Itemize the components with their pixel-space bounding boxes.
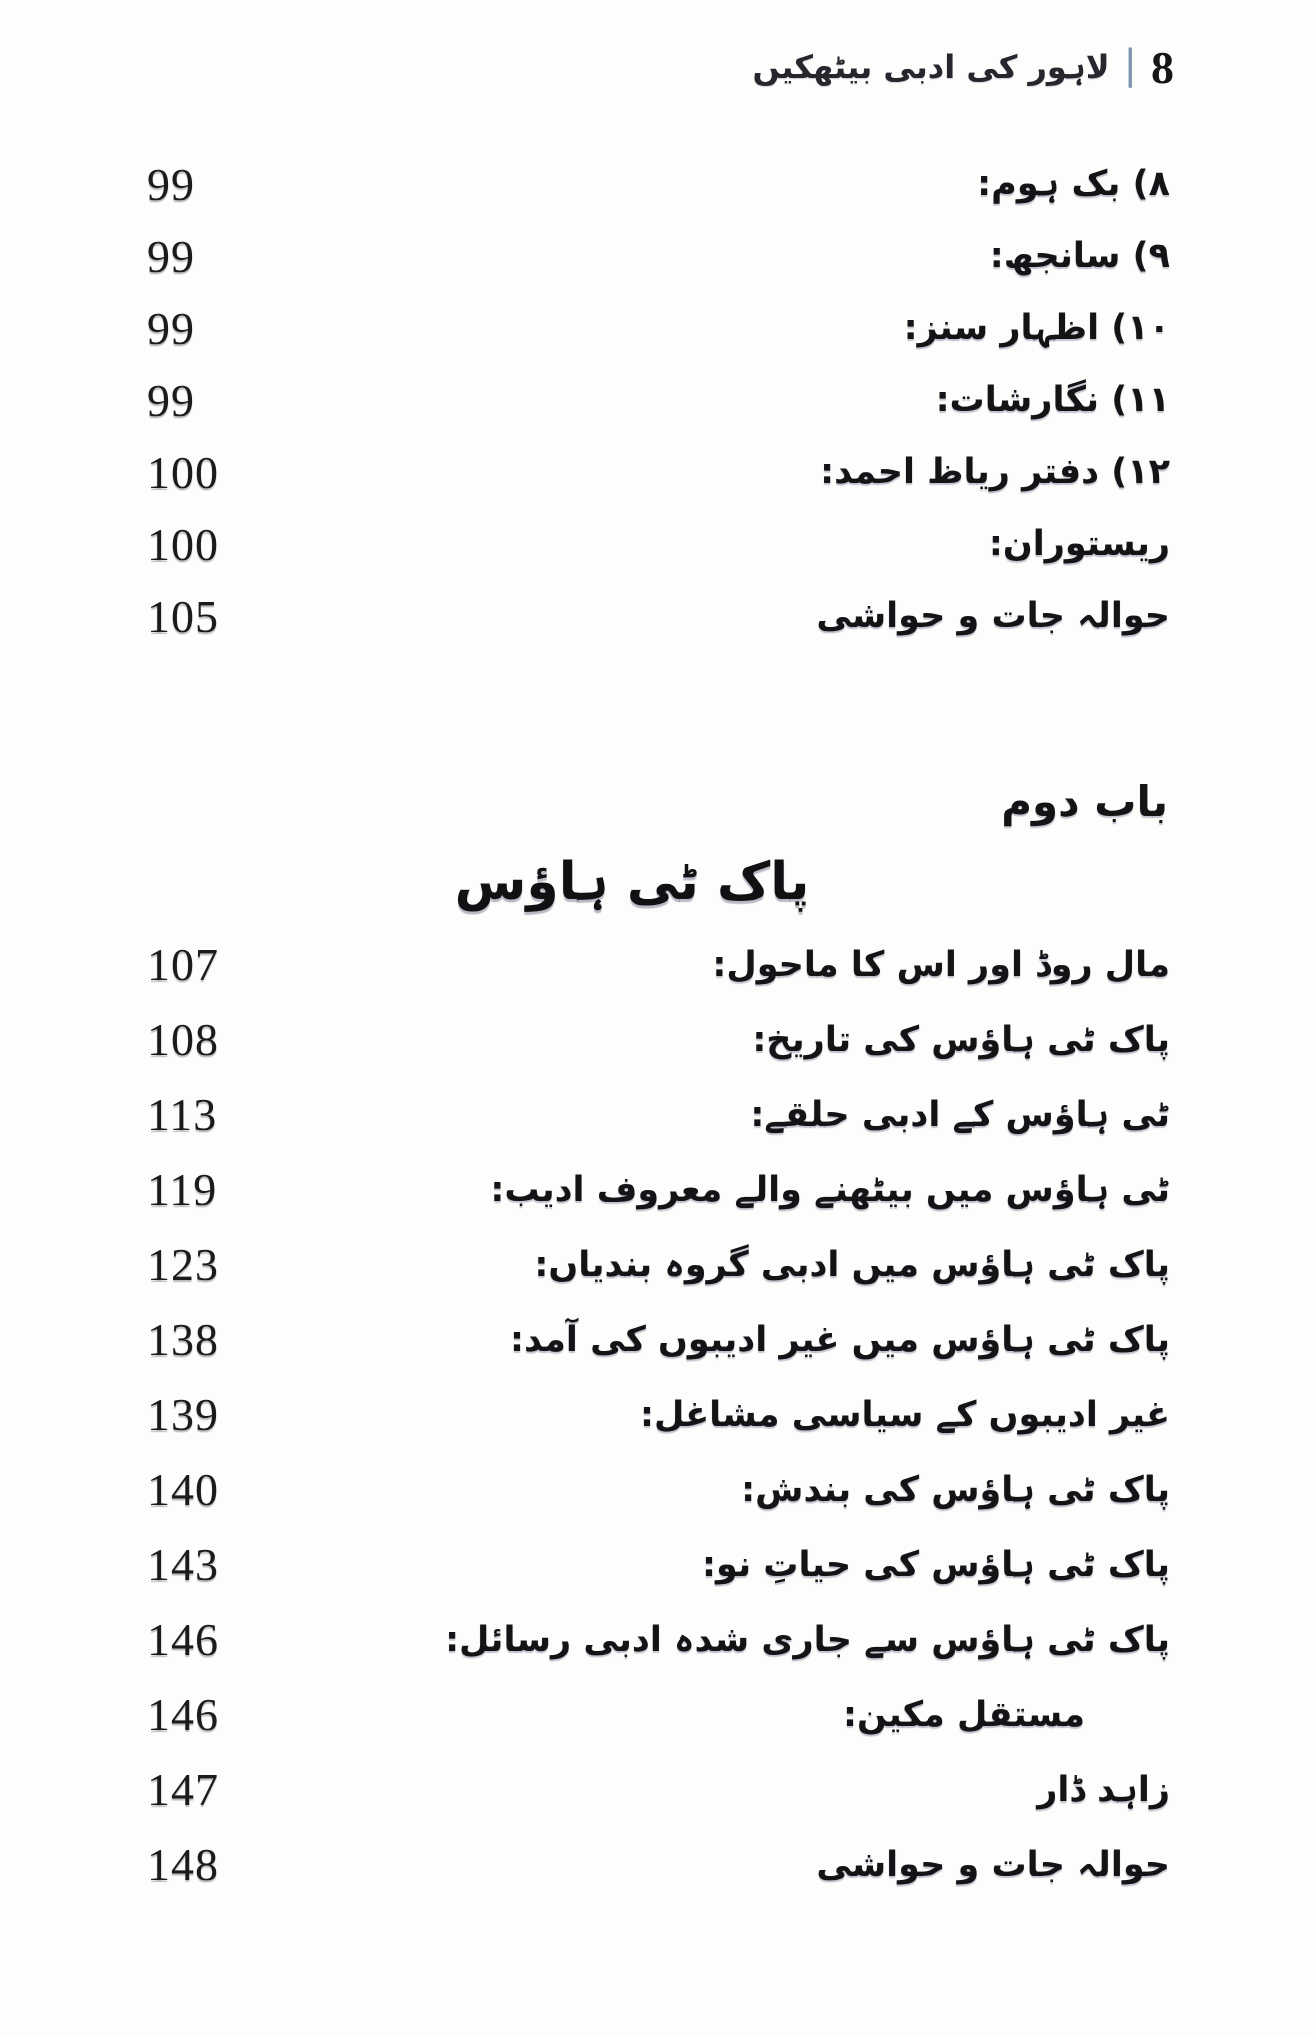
- toc-entry-page-number: 119: [147, 1164, 218, 1215]
- chapter-block: [0, 767, 1314, 927]
- chapter-heading: باب دوم: [1001, 777, 1168, 826]
- toc-entry-page-number: 140: [147, 1464, 219, 1515]
- toc-entry-page-number: 108: [147, 1014, 219, 1065]
- toc-entry-label: پاک ٹی ہاؤس کی حیاتِ نو:: [702, 1544, 1170, 1585]
- toc-entry-page-number: 146: [147, 1689, 219, 1740]
- toc-entry-page-number: 146: [147, 1614, 219, 1665]
- toc-entry-page-number: 99: [147, 158, 195, 210]
- toc-entry-label: مال روڈ اور اس کا ماحول:: [712, 944, 1170, 985]
- toc-entry-page-number: 100: [147, 446, 219, 498]
- toc-entry: [0, 1527, 1314, 1602]
- toc-entry: [0, 1827, 1314, 1902]
- header-page-number: 8: [1151, 41, 1174, 93]
- toc-entry-label: پاک ٹی ہاؤس کی بندش:: [741, 1469, 1170, 1510]
- toc-entry-page-number: 139: [147, 1389, 219, 1440]
- toc-page: [0, 36, 1314, 2036]
- toc-entry-label: پاک ٹی ہاؤس سے جاری شدہ ادبی رسائل:: [445, 1619, 1170, 1660]
- toc-entry: [0, 1377, 1314, 1452]
- toc-entry-page-number: 99: [147, 230, 195, 282]
- toc-entry-page-number: 148: [147, 1839, 219, 1890]
- toc-entry-page-number: 113: [147, 1089, 218, 1140]
- toc-entry-page-number: 107: [147, 939, 219, 990]
- toc-entry: [0, 1752, 1314, 1827]
- toc-entry-label: ٹی ہاؤس کے ادبی حلقے:: [750, 1094, 1170, 1135]
- header-book-title: لاہور کی ادبی بیٹھکیں: [752, 48, 1110, 86]
- toc-entry-label: ریستوران:: [988, 524, 1170, 564]
- toc-entry-label: ۸) بک ہوم:: [977, 164, 1170, 204]
- toc-entry-label: پاک ٹی ہاؤس کی تاریخ:: [752, 1019, 1170, 1060]
- toc-entry-label: ۱۲) دفتر ریاظ احمد:: [820, 452, 1170, 492]
- toc-entry: [0, 927, 1314, 1002]
- toc-entry: [0, 1002, 1314, 1077]
- toc-section-2: [0, 927, 1314, 1902]
- toc-entry: [0, 1677, 1314, 1752]
- toc-entry: [0, 1152, 1314, 1227]
- toc-entry: [0, 220, 1314, 292]
- toc-entry-label: پاک ٹی ہاؤس میں ادبی گروہ بندیاں:: [534, 1244, 1170, 1285]
- toc-entry: [0, 436, 1314, 508]
- toc-entry-page-number: 100: [147, 518, 219, 570]
- toc-entry-label: ۹) سانجھ:: [989, 236, 1170, 276]
- toc-entry-page-number: 143: [147, 1539, 219, 1590]
- toc-entry: [0, 292, 1314, 364]
- toc-entry-page-number: 99: [147, 374, 195, 426]
- toc-entry: [0, 1077, 1314, 1152]
- toc-entry: [0, 1452, 1314, 1527]
- toc-entry-label: ٹی ہاؤس میں بیٹھنے والے معروف ادیب:: [490, 1169, 1170, 1210]
- toc-entry-page-number: 138: [147, 1314, 219, 1365]
- toc-entry-page-number: 99: [147, 302, 195, 354]
- toc-entry-label: زاہد ڈار: [1037, 1769, 1170, 1810]
- chapter-title: پاک ٹی ہاؤس: [454, 852, 810, 912]
- toc-entry-label: مستقل مکین:: [843, 1694, 1085, 1735]
- toc-entry-label: پاک ٹی ہاؤس میں غیر ادیبوں کی آمد:: [510, 1319, 1170, 1360]
- toc-entry-page-number: 123: [147, 1239, 219, 1290]
- toc-entry-label: ۱۰) اظہار سنز:: [903, 308, 1170, 348]
- toc-entry-label: حوالہ جات و حواشی: [816, 596, 1170, 636]
- toc-entry-label: حوالہ جات و حواشی: [816, 1844, 1170, 1885]
- toc-entry-label: ۱۱) نگارشات:: [935, 380, 1170, 420]
- toc-entry: [0, 1302, 1314, 1377]
- toc-entry-label: غیر ادیبوں کے سیاسی مشاغل:: [639, 1394, 1170, 1435]
- toc-entry: [0, 580, 1314, 652]
- toc-entry-page-number: 147: [147, 1764, 219, 1815]
- toc-entry: [0, 364, 1314, 436]
- toc-entry: [0, 508, 1314, 580]
- page-header: [0, 36, 1314, 98]
- toc-entry: [0, 1227, 1314, 1302]
- toc-section-1: [0, 148, 1314, 652]
- toc-entry-page-number: 105: [147, 590, 219, 642]
- header-separator-bar: |: [1123, 42, 1137, 88]
- toc-entry: [0, 148, 1314, 220]
- toc-entry: [0, 1602, 1314, 1677]
